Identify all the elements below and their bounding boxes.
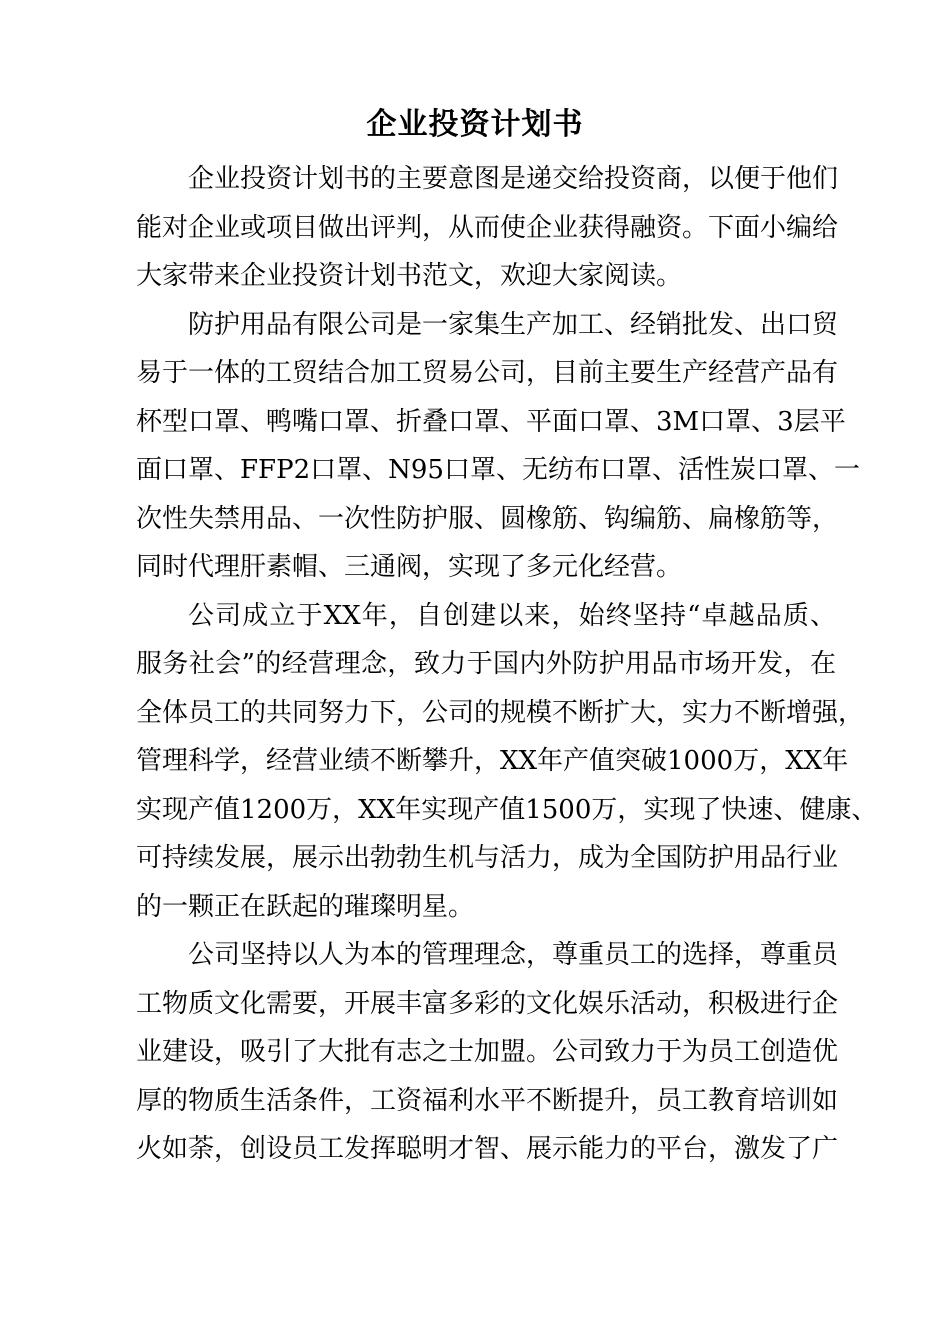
paragraph-3-line-3: 全体员工的共同努力下，公司的规模不断扩大，实力不断增强， (136, 697, 865, 728)
paragraph-1-line-3: 大家带来企业投资计划书范文，欢迎大家阅读。 (136, 261, 683, 291)
paragraph-3-line-4: 管理科学，经营业绩不断攀升，XX年产值突破1000万，XX年 (136, 746, 849, 776)
paragraph-2-line-4: 面口罩、FFP2口罩、N95口罩、无纺布口罩、活性炭口罩、一 (136, 455, 860, 485)
paragraph-3-line-6: 可持续发展，展示出勃勃生机与活力，成为全国防护用品行业 (136, 843, 839, 873)
paragraph-1-line-1: 企业投资计划书的主要意图是递交给投资商，以便于他们 (188, 164, 839, 194)
paragraph-3-line-5: 实现产值1200万，XX年实现产值1500万，实现了快速、健康、 (136, 794, 878, 825)
paragraph-4-line-5: 火如荼，创设员工发挥聪明才智、展示能力的平台，激发了广 (136, 1134, 839, 1164)
document-body (136, 155, 878, 1174)
paragraph-3-line-7: 的一颗正在跃起的璀璨明星。 (136, 891, 475, 922)
paragraph-3-line-2: 服务社会”的经营理念，致力于国内外防护用品市场开发，在 (136, 649, 836, 679)
paragraph-4-line-2: 工物质文化需要，开展丰富多彩的文化娱乐活动，积极进行企 (136, 988, 839, 1019)
paragraph-2-line-3: 杯型口罩、鸭嘴口罩、折叠口罩、平面口罩、3M口罩、3层平 (136, 406, 846, 437)
document-title: 企业投资计划书 (366, 107, 584, 142)
paragraph-2-line-1: 防护用品有限公司是一家集生产加工、经销批发、出口贸 (188, 309, 839, 340)
paragraph-4-line-3: 业建设，吸引了大批有志之士加盟。公司致力于为员工创造优 (136, 1037, 839, 1067)
paragraph-2-line-2: 易于一体的工贸结合加工贸易公司，目前主要生产经营产品有 (136, 358, 839, 388)
paragraph-3-line-1: 公司成立于XX年，自创建以来，始终坚持“卓越品质、 (188, 600, 836, 631)
paragraph-1-line-2: 能对企业或项目做出评判，从而使企业获得融资。下面小编给 (136, 212, 839, 243)
paragraph-4-line-4: 厚的物质生活条件，工资福利水平不断提升，员工教育培训如 (136, 1085, 839, 1116)
paragraph-2-line-6: 同时代理肝素帽、三通阀，实现了多元化经营。 (136, 552, 683, 582)
paragraph-4-line-1: 公司坚持以人为本的管理理念，尊重员工的选择，尊重员 (188, 940, 839, 970)
paragraph-2-line-5: 次性失禁用品、一次性防护服、圆橡筋、钩编筋、扁橡筋等， (136, 503, 839, 534)
